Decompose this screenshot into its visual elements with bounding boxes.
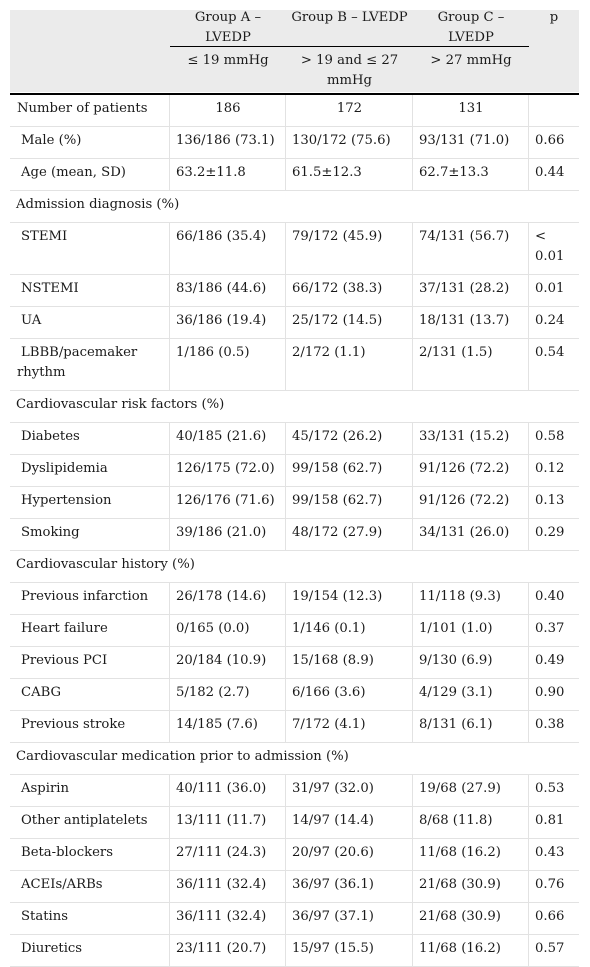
row-label: Male (%) <box>10 127 170 158</box>
group-b-value: 25/172 (14.5) <box>286 307 413 338</box>
group-b-value: 99/158 (62.7) <box>286 455 413 486</box>
group-a-value: 83/186 (44.6) <box>170 275 286 306</box>
section-row <box>10 191 579 223</box>
table-row <box>10 223 579 275</box>
group-a-value: 26/178 (14.6) <box>170 583 286 614</box>
col-b-subtitle: > 19 and ≤ 27 mmHg <box>300 53 399 88</box>
group-c-value: 21/68 (30.9) <box>413 903 529 934</box>
p-value: 0.90 <box>535 685 565 700</box>
group-a-value: 36/186 (19.4) <box>170 307 286 338</box>
table-row <box>10 775 579 807</box>
row-label: Smoking <box>10 519 170 550</box>
group-b-value: 172 <box>286 95 413 126</box>
p-value: 0.66 <box>535 133 565 148</box>
p-value: 0.54 <box>535 345 565 360</box>
table-row <box>10 307 579 339</box>
group-c-value: 21/68 (30.9) <box>413 871 529 902</box>
row-label: Statins <box>10 903 170 934</box>
p-value: 0.29 <box>535 525 565 540</box>
group-b-value: 66/172 (38.3) <box>286 275 413 306</box>
group-a-value: 14/185 (7.6) <box>170 711 286 742</box>
row-label: STEMI <box>10 223 170 274</box>
table-row <box>10 339 579 391</box>
group-rule <box>170 46 529 47</box>
table-row <box>10 679 579 711</box>
group-b-value: 20/97 (20.6) <box>286 839 413 870</box>
row-label: Previous stroke <box>10 711 170 742</box>
table-row <box>10 127 579 159</box>
table-row <box>10 807 579 839</box>
p-value: 0.38 <box>535 717 565 732</box>
row-label: Previous PCI <box>10 647 170 678</box>
group-c-value: 33/131 (15.2) <box>413 423 529 454</box>
group-b-value: 2/172 (1.1) <box>286 339 413 390</box>
group-a-value: 1/186 (0.5) <box>170 339 286 390</box>
p-value: < 0.01 <box>535 229 565 264</box>
p-value: 0.43 <box>535 845 565 860</box>
p-value: 0.37 <box>535 621 565 636</box>
table-header <box>10 10 579 92</box>
row-label: NSTEMI <box>10 275 170 306</box>
col-a-subtitle: ≤ 19 mmHg <box>187 53 269 68</box>
section-row <box>10 743 579 775</box>
group-c-value: 131 <box>413 95 529 126</box>
p-value: 0.58 <box>535 429 565 444</box>
row-label: LBBB/pacemaker rhythm <box>10 339 170 390</box>
p-value: 0.01 <box>535 281 565 296</box>
group-c-value: 37/131 (28.2) <box>413 275 529 306</box>
group-b-value: 130/172 (75.6) <box>286 127 413 158</box>
section-row <box>10 391 579 423</box>
group-b-value: 15/97 (15.5) <box>286 935 413 966</box>
group-c-value: 4/129 (3.1) <box>413 679 529 710</box>
group-b-value: 36/97 (36.1) <box>286 871 413 902</box>
group-b-value: 1/146 (0.1) <box>286 615 413 646</box>
group-b-value: 7/172 (4.1) <box>286 711 413 742</box>
table-row <box>10 159 579 191</box>
group-c-value: 19/68 (27.9) <box>413 775 529 806</box>
group-a-value: 23/111 (20.7) <box>170 935 286 966</box>
group-a-value: 13/111 (11.7) <box>170 807 286 838</box>
group-c-value: 9/130 (6.9) <box>413 647 529 678</box>
p-value: 0.24 <box>535 313 565 328</box>
group-a-value: 126/176 (71.6) <box>170 487 286 518</box>
group-c-value: 91/126 (72.2) <box>413 487 529 518</box>
section-label: Cardiovascular history (%) <box>16 557 195 572</box>
table-row <box>10 839 579 871</box>
group-b-value: 61.5±12.3 <box>286 159 413 190</box>
p-value: 0.66 <box>535 909 565 924</box>
table-row <box>10 583 579 615</box>
group-b-value: 15/168 (8.9) <box>286 647 413 678</box>
table-body <box>10 95 579 967</box>
table-row <box>10 455 579 487</box>
p-value: 0.40 <box>535 589 565 604</box>
group-b-value: 45/172 (26.2) <box>286 423 413 454</box>
table-row <box>10 647 579 679</box>
p-value <box>529 95 579 126</box>
table-row <box>10 487 579 519</box>
group-b-value: 6/166 (3.6) <box>286 679 413 710</box>
p-value: 0.44 <box>535 165 565 180</box>
group-c-value: 2/131 (1.5) <box>413 339 529 390</box>
group-a-value: 186 <box>170 95 286 126</box>
row-label: CABG <box>10 679 170 710</box>
group-a-value: 5/182 (2.7) <box>170 679 286 710</box>
group-c-value: 8/131 (6.1) <box>413 711 529 742</box>
table-row <box>10 95 579 127</box>
p-value: 0.76 <box>535 877 565 892</box>
group-b-value: 48/172 (27.9) <box>286 519 413 550</box>
col-b-title: Group B – LVEDP <box>291 10 408 25</box>
section-row <box>10 551 579 583</box>
group-c-value: 8/68 (11.8) <box>413 807 529 838</box>
group-c-value: 93/131 (71.0) <box>413 127 529 158</box>
group-c-value: 11/68 (16.2) <box>413 935 529 966</box>
table-row <box>10 871 579 903</box>
table-row <box>10 275 579 307</box>
group-c-value: 11/118 (9.3) <box>413 583 529 614</box>
group-b-value: 14/97 (14.4) <box>286 807 413 838</box>
row-label: Previous infarction <box>10 583 170 614</box>
group-c-value: 34/131 (26.0) <box>413 519 529 550</box>
section-label: Admission diagnosis (%) <box>16 197 180 212</box>
group-a-value: 40/111 (36.0) <box>170 775 286 806</box>
section-label: Cardiovascular risk factors (%) <box>16 397 225 412</box>
table-row <box>10 935 579 967</box>
group-b-value: 19/154 (12.3) <box>286 583 413 614</box>
table-row <box>10 711 579 743</box>
data-table <box>10 10 579 967</box>
group-a-value: 27/111 (24.3) <box>170 839 286 870</box>
row-label: Other antiplatelets <box>10 807 170 838</box>
group-c-value: 11/68 (16.2) <box>413 839 529 870</box>
p-value: 0.13 <box>535 493 565 508</box>
group-a-value: 136/186 (73.1) <box>170 127 286 158</box>
group-c-value: 74/131 (56.7) <box>413 223 529 274</box>
group-a-value: 66/186 (35.4) <box>170 223 286 274</box>
group-c-value: 18/131 (13.7) <box>413 307 529 338</box>
table-row <box>10 423 579 455</box>
group-b-value: 99/158 (62.7) <box>286 487 413 518</box>
col-p-title: p <box>549 10 559 25</box>
group-c-value: 91/126 (72.2) <box>413 455 529 486</box>
p-value: 0.12 <box>535 461 565 476</box>
row-label: ACEIs/ARBs <box>10 871 170 902</box>
p-value: 0.81 <box>535 813 565 828</box>
group-c-value: 62.7±13.3 <box>413 159 529 190</box>
group-a-value: 20/184 (10.9) <box>170 647 286 678</box>
group-a-value: 36/111 (32.4) <box>170 903 286 934</box>
p-value: 0.53 <box>535 781 565 796</box>
p-value: 0.57 <box>535 941 565 956</box>
row-label: Age (mean, SD) <box>10 159 170 190</box>
col-c-title: Group C – LVEDP <box>437 10 505 45</box>
row-label: Number of patients <box>10 95 170 126</box>
row-label: Hypertension <box>10 487 170 518</box>
row-label: Diuretics <box>10 935 170 966</box>
group-b-value: 79/172 (45.9) <box>286 223 413 274</box>
group-c-value: 1/101 (1.0) <box>413 615 529 646</box>
group-a-value: 36/111 (32.4) <box>170 871 286 902</box>
row-label: UA <box>10 307 170 338</box>
p-value: 0.49 <box>535 653 565 668</box>
group-b-value: 31/97 (32.0) <box>286 775 413 806</box>
row-label: Heart failure <box>10 615 170 646</box>
col-a-title: Group A – LVEDP <box>194 10 262 45</box>
col-c-subtitle: > 27 mmHg <box>430 53 512 68</box>
group-a-value: 126/175 (72.0) <box>170 455 286 486</box>
group-a-value: 39/186 (21.0) <box>170 519 286 550</box>
row-label: Dyslipidemia <box>10 455 170 486</box>
table-row <box>10 903 579 935</box>
row-label: Beta-blockers <box>10 839 170 870</box>
table-row <box>10 519 579 551</box>
row-label: Diabetes <box>10 423 170 454</box>
group-a-value: 63.2±11.8 <box>170 159 286 190</box>
group-a-value: 40/185 (21.6) <box>170 423 286 454</box>
group-b-value: 36/97 (37.1) <box>286 903 413 934</box>
row-label: Aspirin <box>10 775 170 806</box>
table-row <box>10 615 579 647</box>
section-label: Cardiovascular medication prior to admission (%) <box>16 749 349 764</box>
group-a-value: 0/165 (0.0) <box>170 615 286 646</box>
